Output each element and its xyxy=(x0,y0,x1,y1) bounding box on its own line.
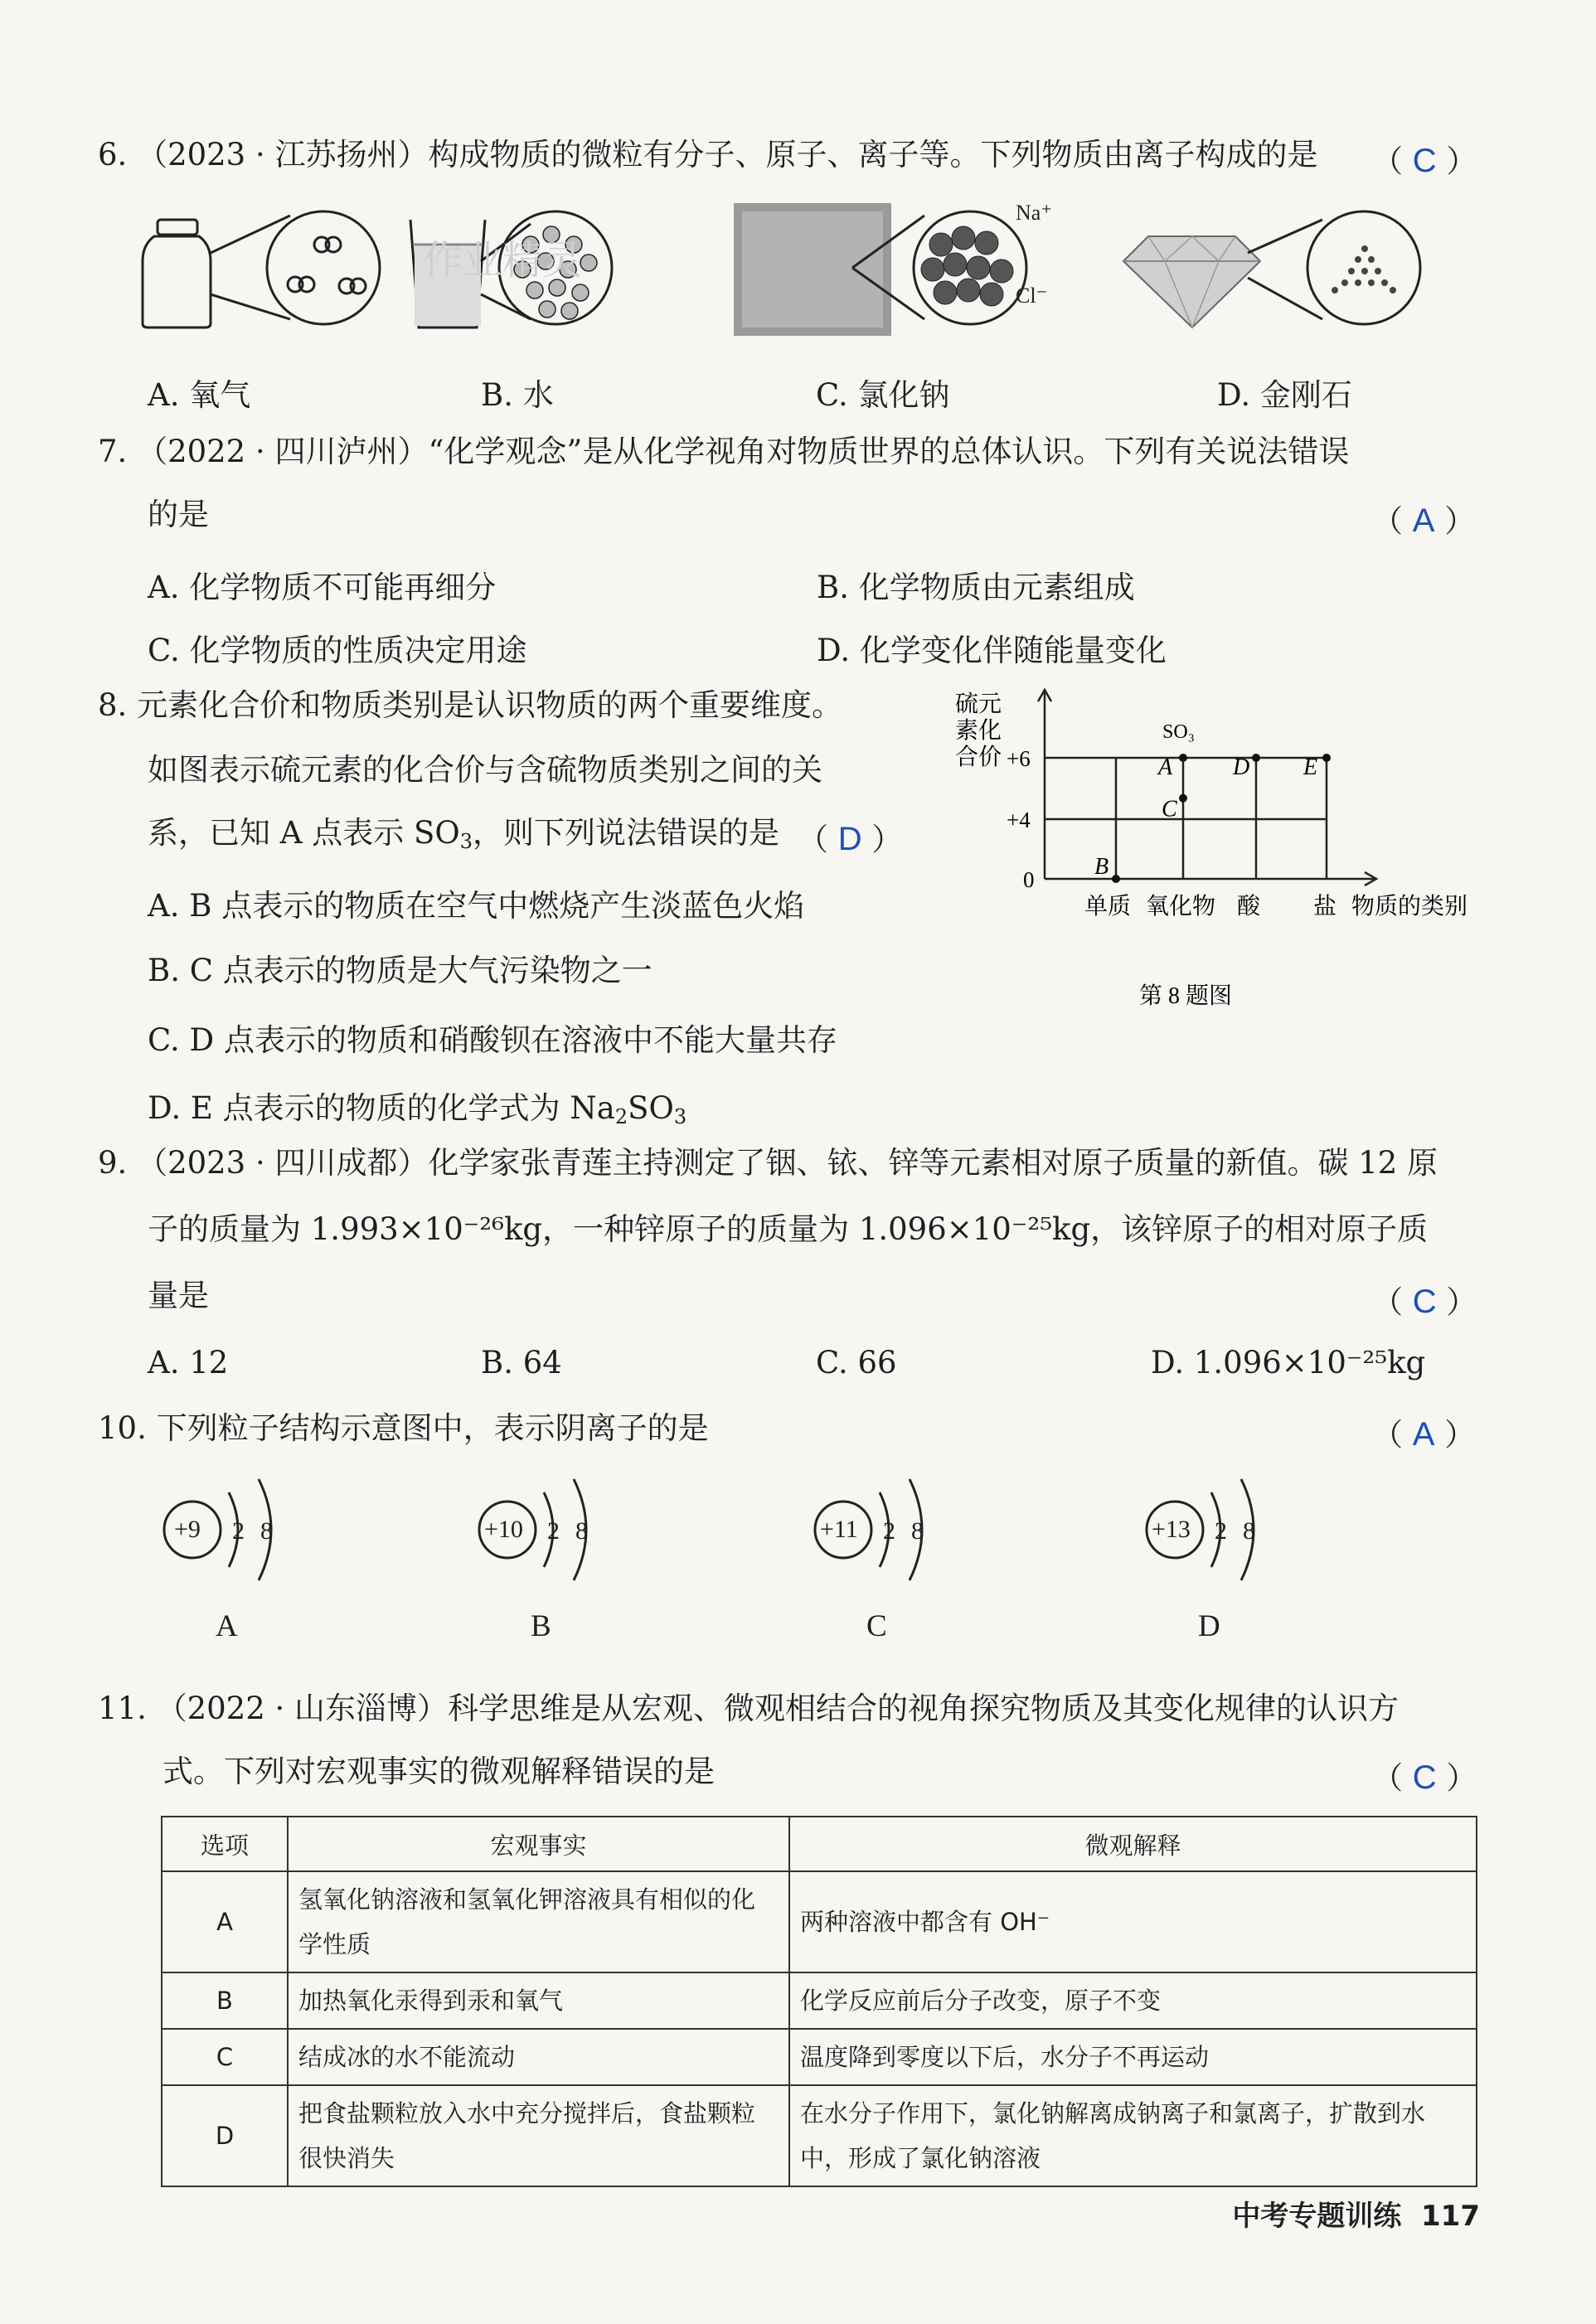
q7-answer-letter: A xyxy=(1412,502,1435,539)
q6-option-a: A. 氧气 xyxy=(148,377,251,413)
chart-point-d xyxy=(1252,754,1260,762)
table-cell-micro: 两种溶液中都含有 OH⁻ xyxy=(789,1871,1477,1972)
table-cell-option: D xyxy=(162,2085,288,2186)
oxygen-jar-illustration xyxy=(143,211,380,327)
table-header-macro: 宏观事实 xyxy=(288,1817,789,1871)
q9-option-b: B. 64 xyxy=(481,1345,562,1380)
particle-diagram-a xyxy=(158,1459,373,1658)
chart-point-label-d: D xyxy=(1233,754,1250,780)
na-ion-label: Na⁺ xyxy=(1016,201,1053,225)
chart-point-label-b: B xyxy=(1094,854,1109,880)
table-header-option: 选项 xyxy=(162,1817,288,1871)
chart-ytick-6: +6 xyxy=(1007,746,1031,771)
watermark: 作业精灵 xyxy=(423,239,583,283)
q6-answer: （ C ） xyxy=(1372,143,1477,179)
shell-electrons-2: 8 xyxy=(260,1517,273,1545)
q8-option-c: C. D 点表示的物质和硝酸钡在溶液中不能大量共存 xyxy=(148,1022,837,1058)
chart-xtick-elemental: 单质 xyxy=(1084,894,1132,919)
shell-electrons-1: 2 xyxy=(883,1517,895,1545)
shell-electrons-2: 8 xyxy=(575,1517,588,1545)
particle-diagram-d xyxy=(1140,1459,1356,1658)
table-row xyxy=(162,1972,1477,2029)
q8-answer-letter: D xyxy=(837,821,862,857)
q8-option-a: A. B 点表示的物质在空气中燃烧产生淡蓝色火焰 xyxy=(148,888,805,924)
q10-answer-letter: A xyxy=(1412,1416,1435,1453)
particle-diagram-c xyxy=(808,1459,1024,1658)
chart-xtick-acid: 酸 xyxy=(1237,894,1261,919)
shell-electrons-1: 2 xyxy=(1215,1517,1227,1545)
table-cell-macro: 氢氧化钠溶液和氢氧化钾溶液具有相似的化学性质 xyxy=(288,1871,789,1972)
table-cell-micro: 温度降到零度以下后，水分子不再运动 xyxy=(789,2029,1477,2085)
q10-answer: （ A ） xyxy=(1372,1416,1476,1453)
cl-ion-label: Cl⁻ xyxy=(1016,284,1048,308)
q9-answer-letter: C xyxy=(1412,1283,1437,1320)
q10-stem: 10. 下列粒子结构示意图中，表示阴离子的是 xyxy=(98,1410,709,1446)
book-title: 中考专题训练 xyxy=(1232,2200,1402,2233)
table-cell-macro: 把食盐颗粒放入水中充分搅拌后，食盐颗粒很快消失 xyxy=(288,2085,789,2186)
chart-point-label-c: C xyxy=(1162,796,1177,822)
chart-ylabel-3: 合价 xyxy=(955,745,1002,770)
q9-option-d: D. 1.096×10⁻²⁵kg xyxy=(1151,1345,1426,1380)
q9-stem-1: 9. （2023 · 四川成都）化学家张青莲主持测定了铟、铱、锌等元素相对原子质量的新值。碳 12 原 xyxy=(98,1145,1438,1181)
q11-stem-1: 11. （2022 · 山东淄博）科学思维是从宏观、微观相结合的视角探究物质及其变化规律的认识方 xyxy=(98,1691,1400,1726)
table-row xyxy=(162,2085,1477,2186)
chart-point-e xyxy=(1322,754,1331,762)
q8-answer: （ D ） xyxy=(798,821,903,857)
q7-stem: 7. （2022 · 四川泸州）“化学观念”是从化学视角对物质世界的总体认识。下列有关说法错误 xyxy=(98,434,1350,469)
table-cell-option: B xyxy=(162,1972,288,2029)
sodium-chloride-illustration xyxy=(734,201,1052,336)
q9-answer: （ C ） xyxy=(1372,1283,1477,1320)
particle-label: B xyxy=(531,1609,551,1643)
q6-stem: 6. （2023 · 江苏扬州）构成物质的微粒有分子、原子、离子等。下列物质由离子构成的是 xyxy=(98,137,1318,172)
nucleus-charge: +9 xyxy=(174,1516,201,1543)
nucleus-charge: +10 xyxy=(484,1516,523,1543)
nucleus-charge: +13 xyxy=(1152,1516,1191,1543)
page-number: 117 xyxy=(1421,2200,1480,2233)
chart-point-a xyxy=(1179,754,1187,762)
q8-stem-3: 系，已知 A 点表示 $SO_3$，则下列说法错误的是 xyxy=(148,815,779,853)
q7-option-c: C. 化学物质的性质决定用途 xyxy=(148,633,527,668)
chart-xtick-oxide: 氧化物 xyxy=(1146,894,1216,919)
shell-electrons-2: 8 xyxy=(911,1517,924,1545)
chart-ytick-4: +4 xyxy=(1007,808,1031,832)
q6-option-c: C. 氯化钠 xyxy=(816,377,950,413)
q11-stem-2: 式。下列对宏观事实的微观解释错误的是 xyxy=(163,1754,715,1789)
diamond-illustration xyxy=(1123,211,1420,327)
q7-answer: （ A ） xyxy=(1372,502,1476,539)
q6-illustrations xyxy=(133,195,1443,340)
particle-label: C xyxy=(866,1609,887,1643)
chart-ylabel-1: 硫元 xyxy=(955,691,1002,717)
q11-answer: （ C ） xyxy=(1372,1759,1477,1796)
q9-option-a: A. 12 xyxy=(148,1345,229,1380)
shell-electrons-2: 8 xyxy=(1243,1517,1255,1545)
chart-ylabel-2: 素化 xyxy=(955,718,1002,744)
table-row xyxy=(162,2029,1477,2085)
table-header-row xyxy=(162,1817,1477,1871)
chart-point-b xyxy=(1112,875,1120,883)
q8-option-d: D. E 点表示的物质的化学式为 $Na_2SO_3$ xyxy=(148,1090,687,1128)
chart-point-label-a: A xyxy=(1158,754,1173,780)
table-cell-option: C xyxy=(162,2029,288,2085)
nucleus-charge: +11 xyxy=(820,1516,858,1543)
table-cell-macro: 加热氧化汞得到汞和氧气 xyxy=(288,1972,789,2029)
table-cell-micro: 在水分子作用下，氯化钠解离成钠离子和氯离子，扩散到水中，形成了氯化钠溶液 xyxy=(789,2085,1477,2186)
chart-xtick-salt: 盐 xyxy=(1313,894,1337,919)
shell-electrons-1: 2 xyxy=(232,1517,245,1545)
q6-answer-letter: C xyxy=(1412,143,1437,179)
q8-stem-1: 8. 元素化合价和物质类别是认识物质的两个重要维度。 xyxy=(98,687,843,723)
chart-point-label-e: E xyxy=(1303,754,1318,780)
q8-option-b: B. C 点表示的物质是大气污染物之一 xyxy=(148,953,652,988)
q7-option-d: D. 化学变化伴随能量变化 xyxy=(817,633,1167,668)
particle-label: A xyxy=(216,1609,238,1643)
q11-answer-letter: C xyxy=(1412,1759,1437,1796)
q7-stem-cont: 的是 xyxy=(148,497,209,532)
page-footer xyxy=(1232,2193,1480,2234)
chart-ytick-0: 0 xyxy=(1023,867,1035,892)
particle-diagram-b xyxy=(473,1459,688,1658)
table-cell-micro: 化学反应前后分子改变，原子不变 xyxy=(789,1972,1477,2029)
q9-option-c: C. 66 xyxy=(816,1345,897,1380)
chart-xlabel: 物质的类别 xyxy=(1351,894,1468,919)
q8-stem-2: 如图表示硫元素的化合价与含硫物质类别之间的关 xyxy=(148,752,822,788)
q6-option-d: D. 金刚石 xyxy=(1217,377,1352,413)
table-header-micro: 微观解释 xyxy=(789,1817,1477,1871)
shell-electrons-1: 2 xyxy=(547,1517,560,1545)
q7-option-a: A. 化学物质不可能再细分 xyxy=(148,570,497,605)
table-cell-macro: 结成冰的水不能流动 xyxy=(288,2029,789,2085)
chart-title: 第 8 题图 xyxy=(1139,983,1233,1009)
table-row xyxy=(162,1871,1477,1972)
q8-chart xyxy=(937,680,1501,1012)
particle-label: D xyxy=(1198,1609,1220,1643)
q9-stem-3: 量是 xyxy=(148,1278,209,1313)
q9-stem-2: 子的质量为 1.993×10⁻²⁶kg，一种锌原子的质量为 1.096×10⁻²⁵kg，该锌原子的相对原子质 xyxy=(148,1211,1429,1247)
table-cell-option: A xyxy=(162,1871,288,1972)
q6-option-b: B. 水 xyxy=(481,377,554,413)
q11-table xyxy=(161,1816,1477,2187)
chart-point-c xyxy=(1179,794,1187,803)
q7-option-b: B. 化学物质由元素组成 xyxy=(817,570,1135,605)
chart-annotation-so3: SO₃ xyxy=(1162,721,1196,743)
